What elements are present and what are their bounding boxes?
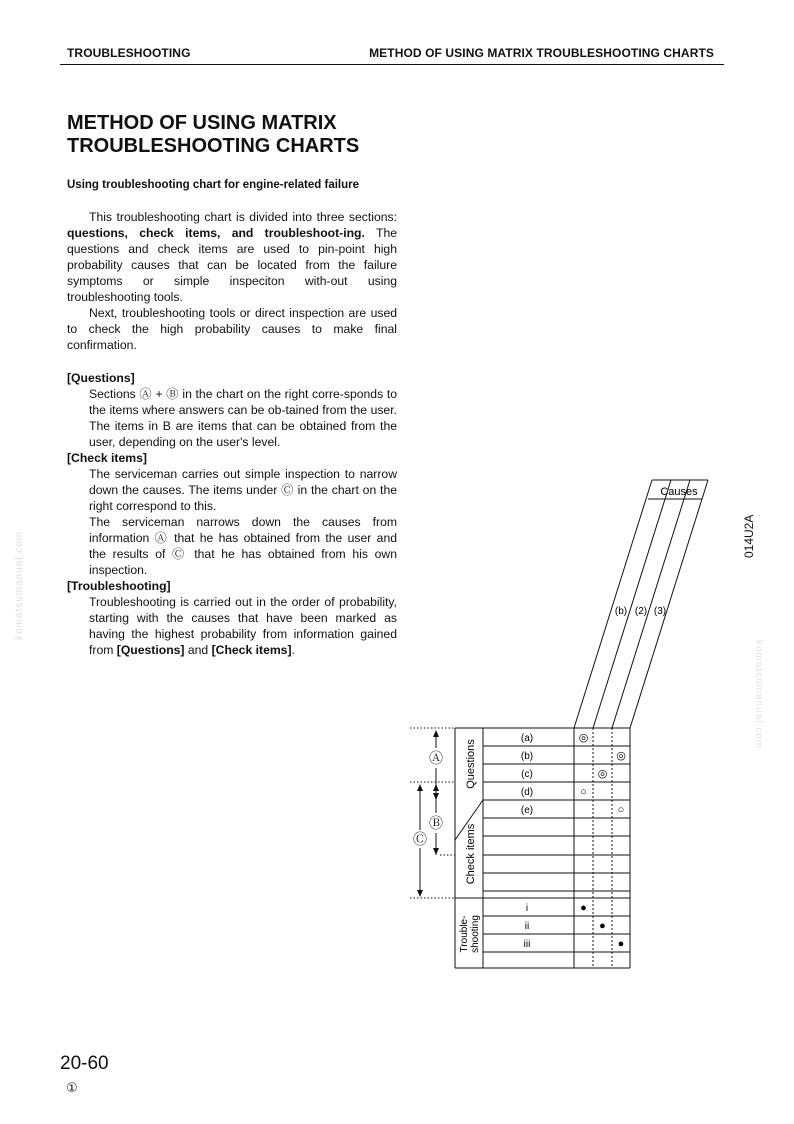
trouble-section-label-1: Trouble- <box>459 915 470 953</box>
mark-double-circle-c2: ◎ <box>597 768 608 780</box>
questions-body: Sections Ⓐ + Ⓑ in the chart on the right corre-sponds to the items where answers can be ob-tained from the user. The items in B are items that can be obtained from the user, depending on the user's level. <box>89 387 397 449</box>
check-section-label: Check items <box>465 823 477 885</box>
question-row-a: (a) <box>520 733 534 744</box>
mark-double-circle-a1: ◎ <box>578 732 589 744</box>
cause-col-3: (3) <box>653 606 667 617</box>
check-body-1: The serviceman carries out simple inspection to narrow down the causes. The items under Ⓒ in the chart on the right correspond to this. <box>89 467 397 513</box>
trouble-body: Troubleshooting is carried out in the order of probability, starting with the causes that have been marked as having the highest probability from information gained from [Questions] and [Check items]. <box>89 595 397 657</box>
causes-col-divider-1 <box>593 480 671 728</box>
mark-double-circle-b3: ◎ <box>616 750 626 762</box>
watermark-left: komatsumanual.com <box>14 530 25 640</box>
intro-paragraph-2: Next, troubleshooting tools or direct inspection are used to check the high probability causes to make final confirmation. <box>67 306 397 352</box>
questions-heading: [Questions] <box>67 371 135 385</box>
intro-paragraph-1: This troubleshooting chart is divided into three sections: questions, check items, and troubleshoot-ing. The questions and check items are used to pin-point high probability causes that can be located from the failure symptoms or simple inspeciton with-out using troubleshooting tools. <box>67 210 397 304</box>
revision-mark: ① <box>66 1080 78 1095</box>
causes-band-left-edge <box>574 480 652 728</box>
questions-section-label: Questions <box>465 739 477 789</box>
trouble-row-iii: iii <box>523 939 531 950</box>
trouble-row-i: i <box>525 903 529 914</box>
causes-band-right-edge <box>630 480 708 728</box>
page-number: 20-60 <box>60 1053 109 1074</box>
trouble-row-ii: ii <box>524 921 530 932</box>
question-row-d: (d) <box>520 787 534 798</box>
mark-circle-d1: ○ <box>580 786 587 798</box>
header-right: METHOD OF USING MATRIX TROUBLESHOOTING CHARTS <box>369 46 714 60</box>
causes-label: Causes <box>660 486 698 498</box>
trouble-heading: [Troubleshooting] <box>67 579 171 593</box>
cause-col-b: (b) <box>614 606 628 617</box>
question-row-c: (c) <box>521 769 533 780</box>
subtitle: Using troubleshooting chart for engine-related failure <box>67 179 359 191</box>
bracket-c-label: Ⓒ <box>413 831 427 847</box>
cause-col-2: (2) <box>634 606 648 617</box>
mark-circle-e3: ○ <box>617 804 625 816</box>
trouble-section-label-2: shooting <box>470 915 481 953</box>
check-heading: [Check items] <box>67 451 147 465</box>
bracket-a-label: Ⓐ <box>429 750 443 766</box>
mark-dot-iii3: ● <box>617 938 625 950</box>
page-title: METHOD OF USING MATRIX TROUBLESHOOTING CHARTS <box>67 112 360 157</box>
figure-code: 014U2A <box>742 514 756 558</box>
causes-col-divider-2 <box>612 480 690 728</box>
mark-dot-ii2: ● <box>599 920 606 932</box>
question-row-b: (b) <box>520 751 534 762</box>
mark-dot-i1: ● <box>580 902 587 914</box>
bracket-b-label: Ⓑ <box>429 815 443 831</box>
check-body-2: The serviceman narrows down the causes from information Ⓐ that he has obtained from the user and the results of Ⓒ that he has obtained from his own inspection. <box>89 515 397 577</box>
header-left: TROUBLESHOOTING <box>67 46 191 60</box>
watermark-right: komatsumanual.com <box>753 640 764 750</box>
question-row-e: (e) <box>520 805 534 816</box>
